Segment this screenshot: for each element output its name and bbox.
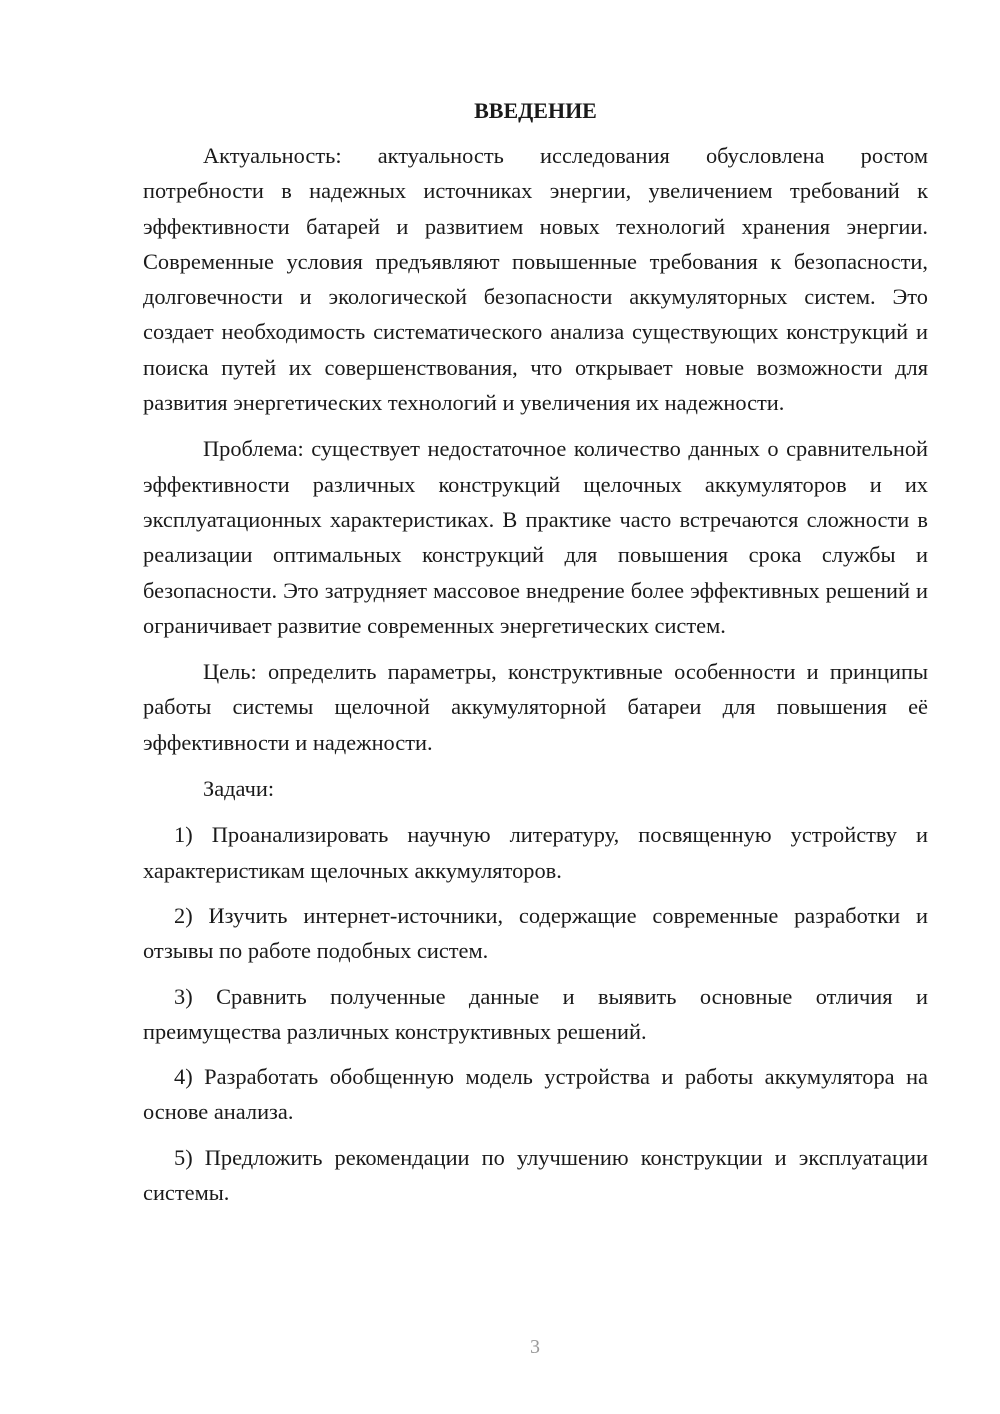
relevance-paragraph: Актуальность: актуальность исследования обусловлена ростом потребности в надежных источниках энергии, увеличением требований к эффективности батарей и развитием новых технологий хранения энергии. Современные условия предъявляют повышенные требования к безопасности, долговечности и экологической безопасности аккумуляторных систем. Это создает необходимость систематического анализа существующих конструкций и поиска путей их совершенствования, что открывает новые возможности для развития энергетических технологий и увеличения их надежности. [143,143,928,416]
tasks-label: Задачи: [203,776,275,802]
task-item: 3) Сравнить полученные данные и выявить основные отличия и преимущества различных конструктивных решений. [143,983,928,1044]
task-item: 4) Разработать обобщенную модель устройства и работы аккумулятора на основе анализа. [143,1064,928,1125]
document-body [143,96,928,1220]
page-number: 3 [530,1336,540,1358]
task-item: 2) Изучить интернет-источники, содержащие современные разработки и отзывы по работе подобных систем. [143,902,928,964]
goal-paragraph: Цель: определить параметры, конструктивные особенности и принципы работы системы щелочной аккумуляторной батареи для повышения её эффективности и надежности. [143,659,928,755]
problem-paragraph: Проблема: существует недостаточное количество данных о сравнительной эффективности различных конструкций щелочных аккумуляторов и их эксплуатационных характеристиках. В практике часто встречаются сложности в реализации оптимальных конструкций для повышения срока службы и безопасности. Это затрудняет массовое внедрение более эффективных решений и ограничивает развитие современных энергетических систем. [143,436,928,638]
task-item: 1) Проанализировать научную литературу, посвященную устройству и характеристикам щелочных аккумуляторов. [143,822,928,883]
page-title: ВВЕДЕНИЕ [474,98,597,123]
task-item: 5) Предложить рекомендации по улучшению конструкции и эксплуатации системы. [143,1144,928,1206]
